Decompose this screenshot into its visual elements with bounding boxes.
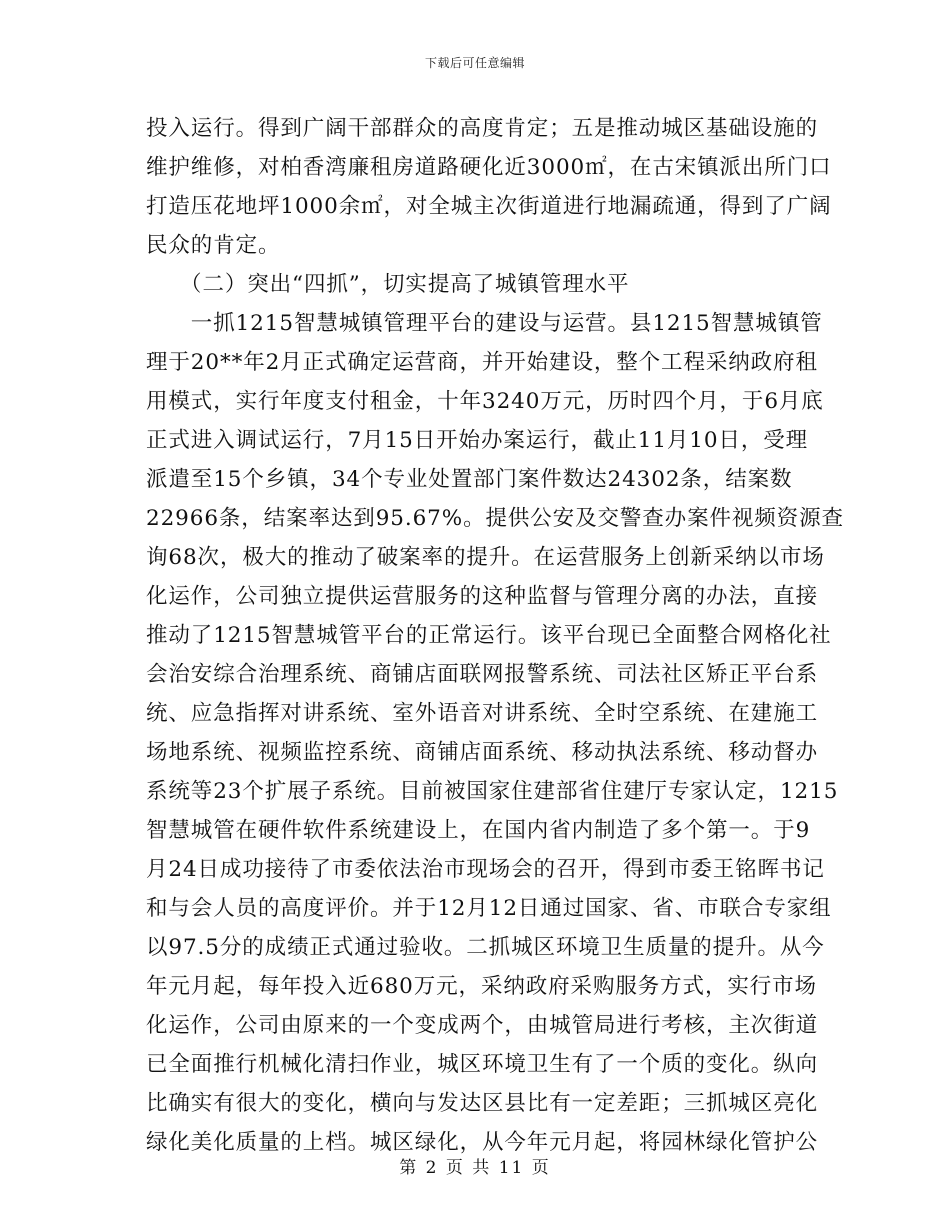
section-heading: （二）突出“四抓”，切实提高了城镇管理水平: [146, 272, 630, 297]
text-line: 月24日成功接待了市委依法治市现场会的召开，得到市委王铭晖书记: [146, 857, 825, 882]
text-line: 一抓1215智慧城镇管理平台的建设与运营。县1215智慧城镇管: [146, 311, 823, 336]
text-line: 统、应急指挥对讲系统、室外语音对讲系统、全时空系统、在建施工: [146, 701, 819, 726]
text-line: 已全面推行机械化清扫作业，城区环境卫生有了一个质的变化。纵向: [146, 1052, 819, 1077]
text-line: 智慧城管在硬件软件系统建设上，在国内省内制造了多个第一。于9: [146, 818, 811, 843]
text-line: 维护维修，对柏香湾廉租房道路硬化近3000㎡，在古宋镇派出所门口: [146, 155, 832, 180]
page-footer: 第 2 页 共 11 页: [399, 1158, 551, 1178]
page-header: 下载后可任意编辑: [424, 56, 525, 70]
text-line: 场地系统、视频监控系统、商铺店面系统、移动执法系统、移动督办: [146, 740, 819, 765]
text-line: 理于20**年2月正式确定运营商，并开始建设，整个工程采纳政府租: [146, 350, 818, 375]
body-text: [146, 109, 844, 1162]
text-line: 投入运行。得到广阔干部群众的高度肯定；五是推动城区基础设施的: [146, 116, 819, 141]
text-line: 和与会人员的高度评价。并于12月12日通过国家、省、市联合专家组: [146, 896, 832, 921]
text-line: 派遣至15个乡镇，34个专业处置部门案件数达24302条，结案数: [146, 467, 793, 492]
text-line: 用模式，实行年度支付租金，十年3240万元，历时四个月，于6月底: [146, 389, 824, 414]
text-line: 22966条，结案率达到95.67%。提供公安及交警查办案件视频资源查: [146, 506, 844, 531]
text-line: 打造压花地坪1000余㎡，对全城主次街道进行地漏疏通，得到了广阔: [146, 194, 832, 219]
text-line: 化运作，公司由原来的一个变成两个，由城管局进行考核，主次街道: [146, 1013, 819, 1038]
text-line: 系统等23个扩展子系统。目前被国家住建部省住建厅专家认定，1215: [146, 779, 839, 804]
text-line: 化运作，公司独立提供运营服务的这种监督与管理分离的办法，直接: [146, 584, 819, 609]
text-line: 以97.5分的成绩正式通过验收。二抓城区环境卫生质量的提升。从今: [146, 935, 825, 960]
text-line: 询68次，极大的推动了破案率的提升。在运营服务上创新采纳以市场: [146, 545, 825, 570]
text-line: 绿化美化质量的上档。城区绿化，从今年元月起，将园林绿化管护公: [146, 1130, 819, 1155]
text-line: 比确实有很大的变化，横向与发达区县比有一定差距；三抓城区亮化: [146, 1091, 819, 1116]
text-line: 推动了1215智慧城管平台的正常运行。该平台现已全面整合网格化社: [146, 623, 832, 648]
text-line: 正式进入调试运行，7月15日开始办案运行，截止11月10日，受理: [146, 428, 809, 453]
text-line: 民众的肯定。: [146, 233, 281, 258]
text-line: 年元月起，每年投入近680万元，采纳政府采购服务方式，实行市场: [146, 974, 817, 999]
text-line: 会治安综合治理系统、商铺店面联网报警系统、司法社区矫正平台系: [146, 662, 819, 687]
